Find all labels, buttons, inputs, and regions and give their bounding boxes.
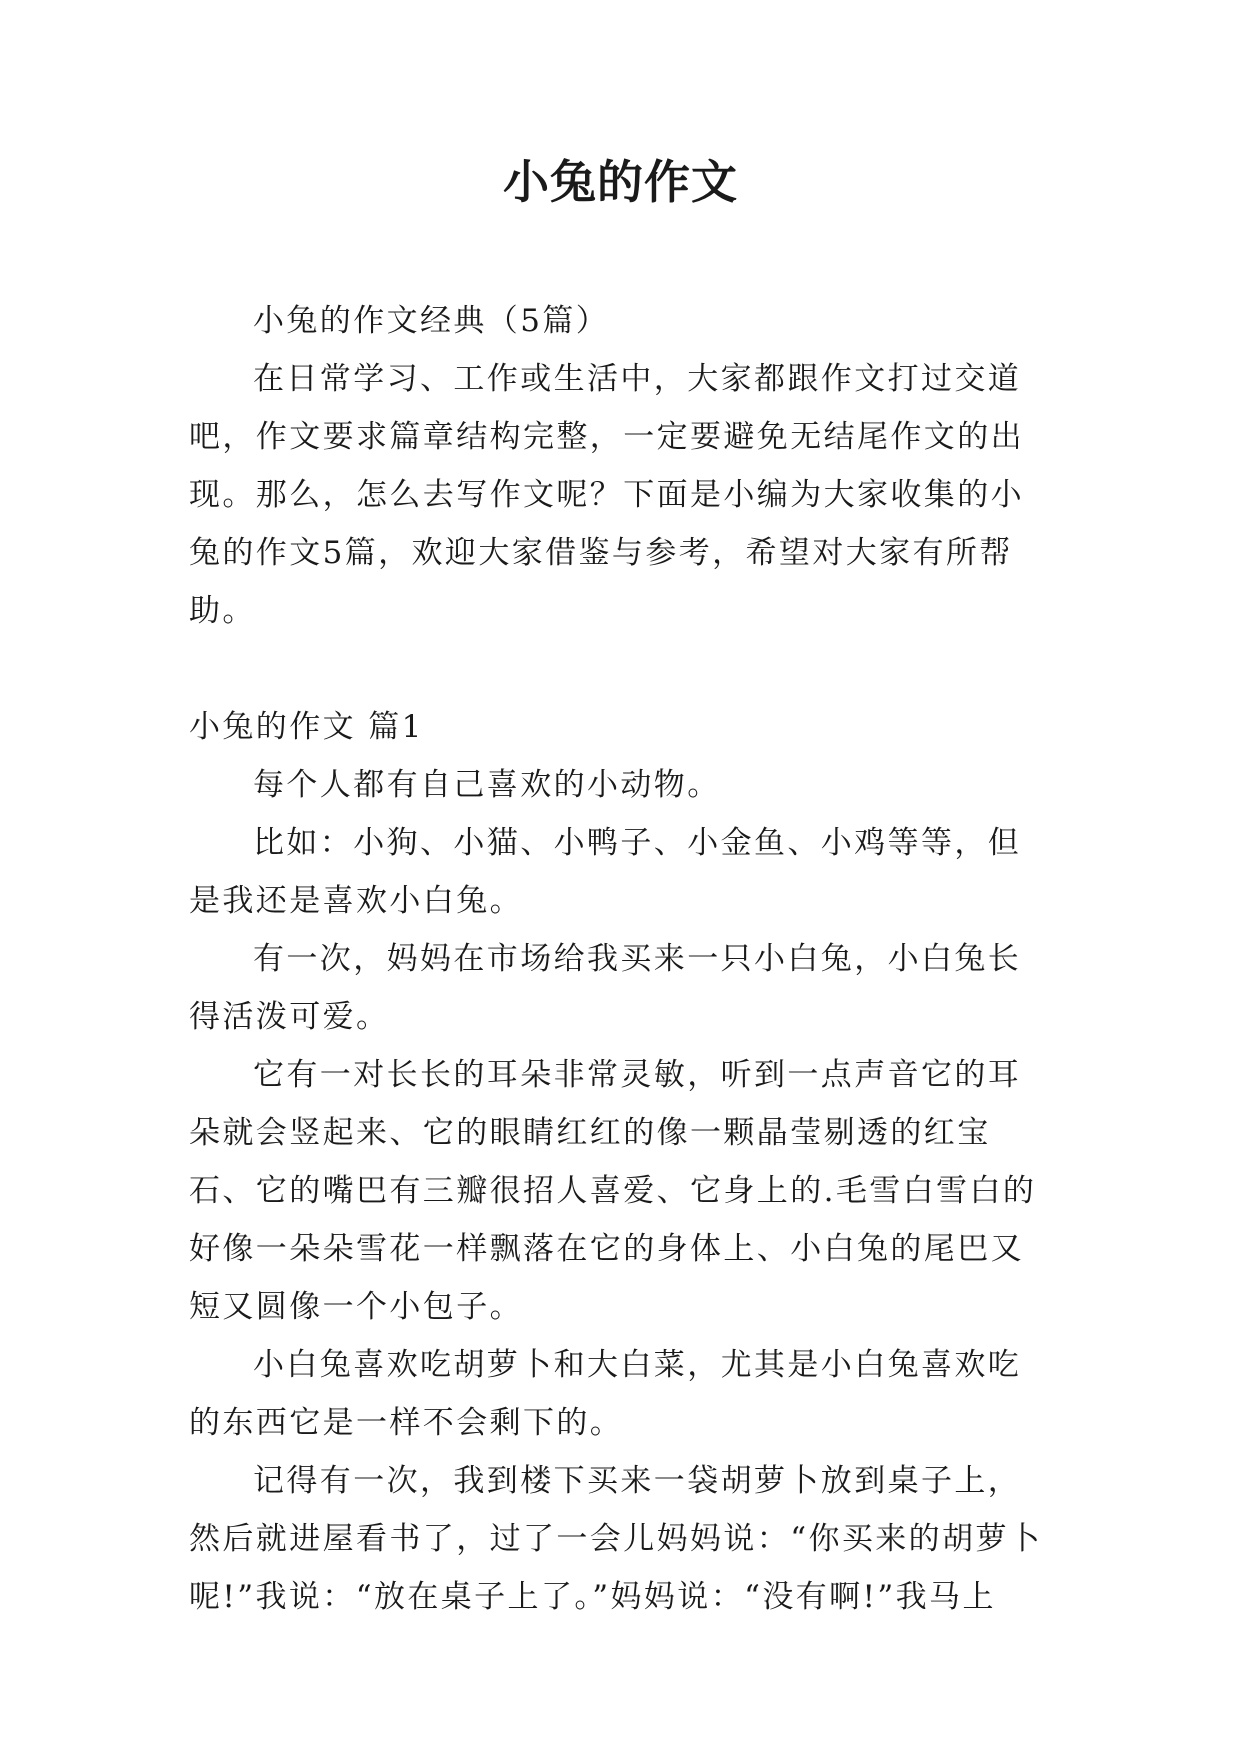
paragraph: 比如：小狗、小猫、小鸭子、小金鱼、小鸡等等，但是我还是喜欢小白兔。 [189,825,1022,919]
paragraph: 小白兔喜欢吃胡萝卜和大白菜，尤其是小白兔喜欢吃的东西它是一样不会剩下的。 [189,1347,1022,1441]
document-title: 小兔的作文 [503,155,738,209]
section-heading: 小兔的作文 篇1 [189,709,424,745]
paragraph: 它有一对长长的耳朵非常灵敏，听到一点声音它的耳朵就会竖起来、它的眼睛红红的像一颗晶莹剔透的红宝石、它的嘴巴有三瓣很招人喜爱、它身上的.毛雪白雪白的好像一朵朵雪花一样飘落在它的身体上、小白兔的尾巴又短又圆像一个小包子。 [189,1057,1037,1325]
document-body [189,292,1049,1626]
intro-paragraph: 在日常学习、工作或生活中，大家都跟作文打过交道吧，作文要求篇章结构完整，一定要避免无结尾作文的出现。那么，怎么去写作文呢？下面是小编为大家收集的小兔的作文5篇，欢迎大家借鉴与参考，希望对大家有所帮助。 [189,361,1024,629]
intro-heading: 小兔的作文经典（5篇） [253,303,610,339]
paragraph: 记得有一次，我到楼下买来一袋胡萝卜放到桌子上，然后就进屋看书了，过了一会儿妈妈说：“你买来的胡萝卜呢!”我说：“放在桌子上了。”妈妈说：“没有啊!”我马上 [189,1463,1043,1615]
paragraph: 有一次，妈妈在市场给我买来一只小白兔，小白兔长得活泼可爱。 [189,941,1022,1035]
paragraph: 每个人都有自己喜欢的小动物。 [253,767,721,803]
